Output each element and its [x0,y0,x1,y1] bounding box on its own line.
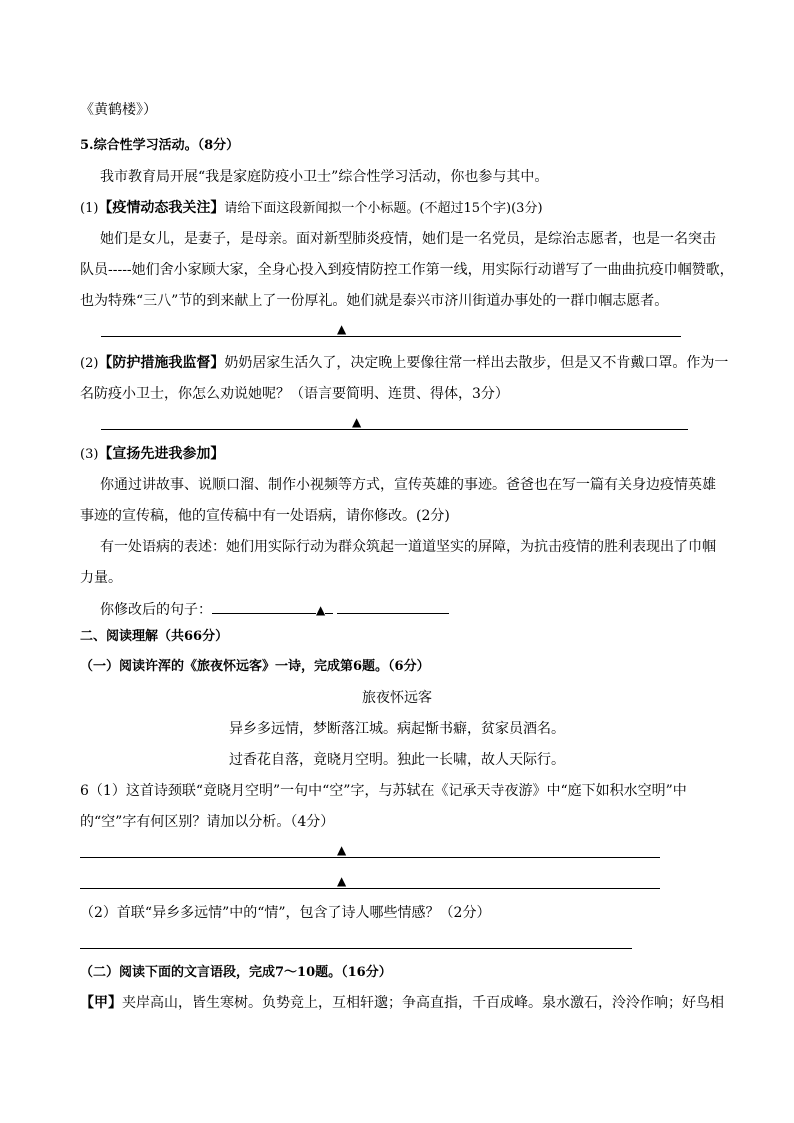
passage-text: 夹岸高山，皆生寒树。负势竞上，互相轩邈；争高直指，千百成峰。泉水激石，泠泠作响；好鸟相 [122,995,724,1011]
question-1 [80,198,543,219]
revision-blank[interactable] [212,599,316,614]
answer-line[interactable] [101,336,681,337]
text-line: 也为特殊“三八”节的到来献上了一份厚礼。她们就是泰兴市济川街道办事处的一群巾帼志愿者。 [80,293,669,309]
text-line: 事迹的宣传稿，他的宣传稿中有一处语病，请你修改。(2分) [80,508,450,524]
question-number: (3) [80,447,99,462]
subsection-heading: （一）阅读许浑的《旅夜怀远客》一诗，完成第6题。（6分） [80,659,430,674]
passage-tag: 【甲】 [80,995,122,1011]
answer-line[interactable] [101,429,688,430]
classical-text-line [80,993,724,1013]
revision-blank[interactable] [337,599,449,614]
text-line: 我市教育局开展“我是家庭防疫小卫士”综合性学习活动，你也参与其中。 [100,169,549,185]
question-2 [80,353,728,374]
answer-marker: ▲ [352,415,362,429]
text-line: 名防疫小卫士，你怎么劝说她呢？（语言要简明、连贯、得体，3分） [80,386,509,402]
answer-line[interactable] [80,857,660,858]
question-tag: 【宣扬先进我参加】 [98,446,225,462]
revision-blank[interactable] [325,599,333,614]
text-line: （2）首联“异乡多远情”中的“情”，包含了诗人哪些情感？（2分） [80,905,491,921]
question-number: (2) [80,356,99,371]
question-text: 请给下面这段新闻拟一个小标题。(不超过15个字)(3分) [224,201,543,216]
question-3 [80,444,224,465]
revision-prompt [100,599,449,620]
answer-marker: ▲ [337,843,347,857]
section-heading: 5.综合性学习活动。（8分） [80,138,240,153]
question-number: (1) [80,201,99,216]
answer-marker: ▲ [316,603,326,617]
poem-line: 异乡多远情，梦断落江城。病起惭书癖，贫家员酒名。 [229,721,565,737]
revision-label: 你修改后的句子： [100,602,212,618]
answer-line[interactable] [80,888,660,889]
question-tag: 【防护措施我监督】 [98,355,225,371]
subsection-heading: （二）阅读下面的文言语段，完成7～10题。（16分） [80,965,392,980]
answer-marker: ▲ [337,874,347,888]
answer-line[interactable] [80,948,632,949]
text-line: 的“空”字有何区别？请加以分析。（4分） [80,814,335,830]
text-line: 6（1）这首诗颈联“竟晓月空明”一句中“空”字，与苏轼在《记承天寺夜游》中“庭下如积水空明”中 [80,783,687,799]
section-heading: 二、阅读理解（共66分） [80,629,229,644]
text-line: 《黄鹤楼》） [80,102,157,118]
text-line: 有一处语病的表述：她们用实际行动为群众筑起一道道坚实的屏障，为抗击疫情的胜利表现出了巾帼 [100,539,716,555]
answer-marker: ▲ [337,322,347,336]
text-line: 她们是女儿，是妻子，是母亲。面对新型肺炎疫情，她们是一名党员，是综治志愿者，也是一名突击 [100,231,716,247]
poem-line: 过香花自落，竟晓月空明。独此一长啸，故人天际行。 [229,752,565,768]
text-line: 力量。 [80,570,122,586]
question-tag: 【疫情动态我关注】 [98,200,225,216]
poem-title: 旅夜怀远客 [362,690,432,706]
question-text: 奶奶居家生活久了，决定晚上要像往常一样出去散步，但是又不肯戴口罩。作为一 [224,355,729,371]
text-line: 队员-----她们舍小家顾大家，全身心投入到疫情防控工作第一线，用实际行动谱写了一曲曲抗疫巾帼赞歌， [80,262,734,278]
text-line: 你通过讲故事、说顺口溜、制作小视频等方式，宣传英雄的事迹。爸爸也在写一篇有关身边疫情英雄 [100,477,716,493]
